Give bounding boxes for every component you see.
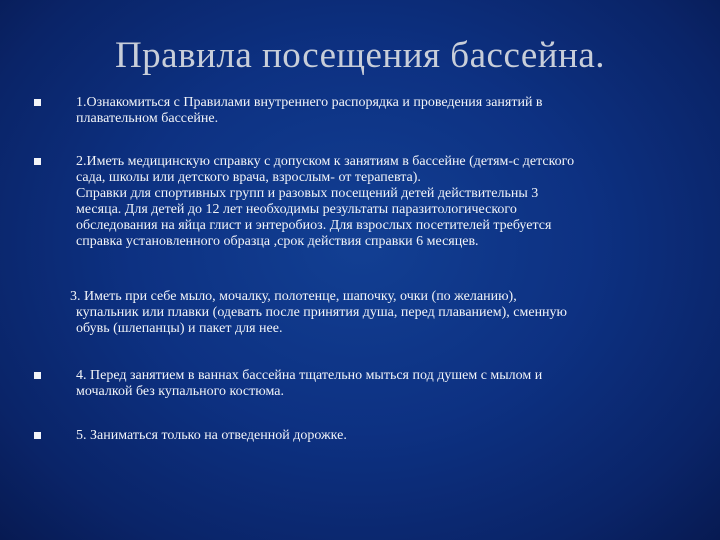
rule-line: месяца. Для детей до 12 лет необходимы результаты паразитологического <box>76 202 517 217</box>
rule-text-1 <box>76 95 543 127</box>
rule-text-3 <box>70 289 567 337</box>
rule-line: справка установленного образца ,срок действия справки 6 месяцев. <box>76 234 479 249</box>
rule-line: купальник или плавки (одевать после принятия душа, перед плаванием), сменную <box>76 305 568 320</box>
rule-line: сада, школы или детского врача, взрослым- от терапевта). <box>76 170 421 185</box>
rule-text-5 <box>76 428 347 444</box>
rule-text-2 <box>76 154 574 250</box>
square-bullet-icon <box>34 372 41 379</box>
rule-line: 3. Иметь при себе мыло, мочалку, полотенце, шапочку, очки (по желанию), <box>70 289 517 304</box>
rule-line: 5. Заниматься только на отведенной дорожке. <box>76 428 347 443</box>
rule-text-4 <box>76 368 542 400</box>
square-bullet-icon <box>34 432 41 439</box>
rule-line: обувь (шлепанцы) и пакет для нее. <box>76 321 283 336</box>
rule-line: 1.Ознакомиться с Правилами внутреннего распорядка и проведения занятий в <box>76 95 543 110</box>
rule-line: обследования на яйца глист и энтеробиоз. Для взрослых посетителей требуется <box>76 218 552 233</box>
rule-line: мочалкой без купального костюма. <box>76 384 285 399</box>
square-bullet-icon <box>34 158 41 165</box>
rule-line: 2.Иметь медицинскую справку с допуском к занятиям в бассейне (детям-с детского <box>76 154 575 169</box>
rule-line: плавательном бассейне. <box>76 111 219 126</box>
square-bullet-icon <box>34 99 41 106</box>
slide-title: Правила посещения бассейна. <box>114 35 606 76</box>
rule-line: Справки для спортивных групп и разовых посещений детей действительны 3 <box>76 186 539 201</box>
rule-line: 4. Перед занятием в ваннах бассейна тщательно мыться под душем с мылом и <box>76 368 543 383</box>
